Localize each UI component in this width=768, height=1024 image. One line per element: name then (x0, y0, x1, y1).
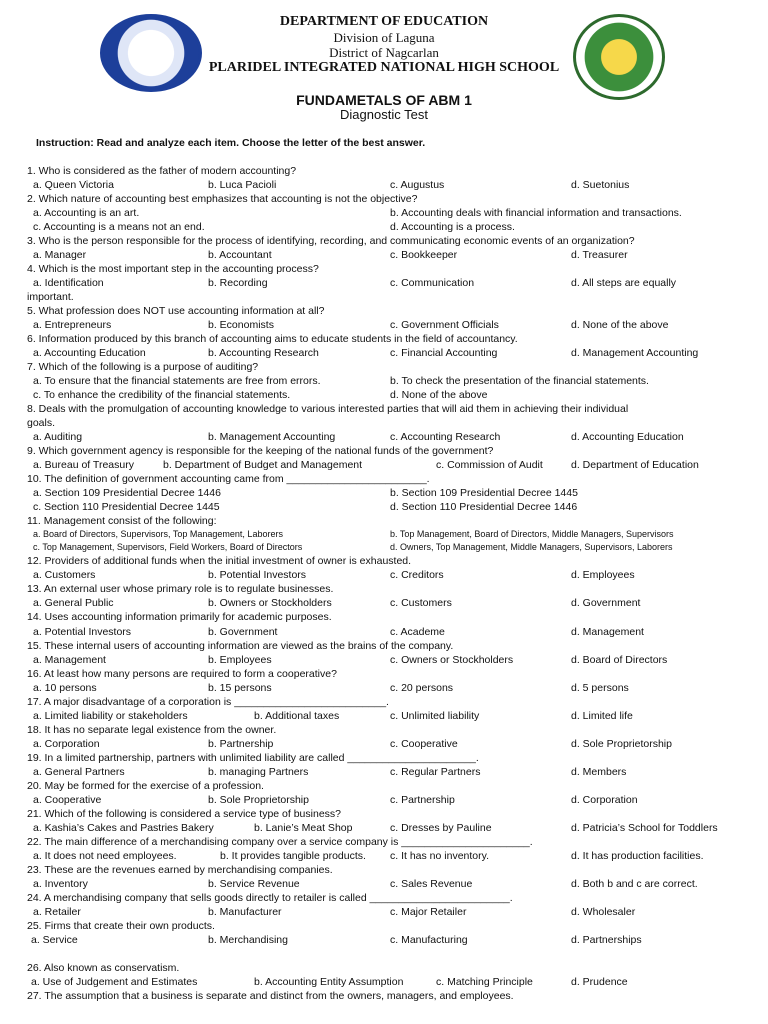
answer-option: a. Bureau of Treasury (33, 459, 134, 471)
answer-option: c. Creditors (390, 569, 444, 581)
answer-option: a. Manager (33, 249, 87, 261)
answer-option: a. Entrepreneurs (33, 319, 112, 331)
answer-option: c. Government Officials (390, 319, 499, 331)
division-line: Division of Laguna (333, 30, 435, 45)
test-title: FUNDAMETALS OF ABM 1 (296, 92, 472, 108)
answer-option: c. Accounting is a means not an end. (33, 221, 205, 233)
answer-option: c. Commission of Audit (436, 459, 543, 471)
answer-option: a. Retailer (33, 906, 81, 918)
answer-option: c. It has no inventory. (390, 850, 490, 862)
answer-option: d. None of the above (571, 319, 669, 331)
answer-option: c. Financial Accounting (390, 347, 498, 359)
question-text: 14. Uses accounting information primarily for academic purposes. (27, 611, 332, 623)
answer-option: a. Accounting Education (33, 347, 146, 359)
answer-option: important. (27, 291, 74, 303)
answer-option: c. Academe (390, 626, 445, 638)
answer-option: c. Manufacturing (390, 934, 468, 946)
answer-option: c. Augustus (390, 179, 445, 191)
answer-option: a. Auditing (33, 431, 83, 443)
question-text: 24. A merchandising company that sells goods directly to retailer is called ________________________. (27, 892, 513, 904)
question-text: 20. May be formed for the exercise of a profession. (27, 780, 264, 792)
answer-option: b. Government (208, 626, 278, 638)
question-text: 27. The assumption that a business is separate and distinct from the owners, managers, and employees. (27, 990, 514, 1002)
answer-option: d. Suetonius (571, 179, 630, 191)
answer-option: a. Identification (33, 277, 104, 289)
answer-option: b. managing Partners (208, 766, 309, 778)
answer-option: b. Recording (208, 277, 268, 289)
answer-option: a. Limited liability or stakeholders (33, 710, 188, 722)
answer-option: d. Department of Education (571, 459, 699, 471)
answer-option: a. Corporation (33, 738, 100, 750)
question-text: 25. Firms that create their own products. (27, 920, 215, 932)
instruction-text: Instruction: Read and analyze each item. Choose the letter of the best answer. (36, 137, 426, 149)
answer-option: b. Management Accounting (208, 431, 336, 443)
answer-option: d. Employees (571, 569, 635, 581)
answer-option: c. Owners or Stockholders (390, 654, 514, 666)
answer-option: b. Owners or Stockholders (208, 597, 332, 609)
answer-option: d. It has production facilities. (571, 850, 704, 862)
answer-option: d. Government (571, 597, 641, 609)
question-text: 5. What profession does NOT use accounting information at all? (27, 305, 325, 317)
answer-option: c. Accounting Research (390, 431, 501, 443)
answer-option: b. Merchandising (208, 934, 288, 946)
answer-option: b. Department of Budget and Management (163, 459, 363, 471)
answer-option: d. Sole Proprietorship (571, 738, 672, 750)
department-title: DEPARTMENT OF EDUCATION (279, 14, 489, 29)
answer-option: c. Partnership (390, 794, 455, 806)
answer-option: d. Management Accounting (571, 347, 699, 359)
answer-option: b. Accounting Research (208, 347, 319, 359)
question-text: 13. An external user whose primary role is to regulate businesses. (27, 583, 334, 595)
answer-option: c. Cooperative (390, 738, 458, 750)
answer-option: c. Dresses by Pauline (390, 822, 492, 834)
answer-option: a. Customers (33, 569, 96, 581)
test-subtitle: Diagnostic Test (340, 107, 428, 122)
answer-option: c. Sales Revenue (390, 878, 473, 890)
question-text: 4. Which is the most important step in the accounting process? (27, 263, 319, 275)
question-text: 26. Also known as conservatism. (27, 962, 180, 974)
answer-option: d. 5 persons (571, 682, 629, 694)
question-text: 19. In a limited partnership, partners with unlimited liability are called ______________________. (27, 752, 479, 764)
answer-option: b. Top Management, Board of Directors, Middle Managers, Supervisors (390, 529, 674, 539)
answer-option: a. Use of Judgement and Estimates (31, 976, 198, 988)
question-text: 12. Providers of additional funds when the initial investment of owner is exhausted. (27, 555, 412, 567)
answer-option: b. Economists (208, 319, 274, 331)
answer-option: b. Accounting Entity Assumption (254, 976, 404, 988)
answer-option: b. Partnership (208, 738, 274, 750)
answer-option: d. None of the above (390, 389, 488, 401)
answer-option: a. Potential Investors (33, 626, 132, 638)
answer-option: a. Accounting is an art. (33, 207, 140, 219)
answer-option: d. Board of Directors (571, 654, 668, 666)
answer-option: b. Potential Investors (208, 569, 307, 581)
answer-option: d. Members (571, 766, 627, 778)
answer-option: a. Queen Victoria (33, 179, 114, 191)
answer-option: b. Employees (208, 654, 272, 666)
question-text: 7. Which of the following is a purpose of auditing? (27, 361, 259, 373)
answer-option: c. Top Management, Supervisors, Field Workers, Board of Directors (33, 542, 303, 552)
document-header (0, 0, 768, 135)
answer-option: c. To enhance the credibility of the financial statements. (33, 389, 291, 401)
question-text: 15. These internal users of accounting information are viewed as the brains of the company. (27, 640, 454, 652)
question-text: 18. It has no separate legal existence from the owner. (27, 724, 277, 736)
answer-option: c. Major Retailer (390, 906, 467, 918)
answer-option: a. 10 persons (33, 682, 97, 694)
answer-option: d. Prudence (571, 976, 628, 988)
answer-option: d. Corporation (571, 794, 638, 806)
question-text: 22. The main difference of a merchandising company over a service company is ______________________. (27, 836, 533, 848)
answer-option: d. Management (571, 626, 644, 638)
answer-option: d. Wholesaler (571, 906, 636, 918)
answer-option: b. Manufacturer (208, 906, 282, 918)
answer-option: b. Section 109 Presidential Decree 1445 (390, 487, 578, 499)
question-text: 10. The definition of government accounting came from ________________________. (27, 473, 430, 485)
answer-option: b. Luca Pacioli (208, 179, 277, 191)
answer-option: b. 15 persons (208, 682, 272, 694)
school-name: PLARIDEL INTEGRATED NATIONAL HIGH SCHOOL (208, 60, 560, 75)
answer-option: c. Matching Principle (436, 976, 533, 988)
answer-option: a. Management (33, 654, 106, 666)
answer-option: d. Treasurer (571, 249, 628, 261)
answer-option: b. Service Revenue (208, 878, 300, 890)
question-text: 1. Who is considered as the father of modern accounting? (27, 165, 297, 177)
answer-option: c. Regular Partners (390, 766, 481, 778)
answer-option: b. Lanie’s Meat Shop (254, 822, 353, 834)
answer-option: c. 20 persons (390, 682, 454, 694)
answer-option: a. General Partners (33, 766, 125, 778)
answer-option: c. Communication (390, 277, 475, 289)
answer-option: d. Partnerships (571, 934, 642, 946)
answer-option: c. Customers (390, 597, 452, 609)
question-text: 8. Deals with the promulgation of accounting knowledge to various interested parties that will aid them in achieving their individual (27, 403, 629, 415)
question-text: 21. Which of the following is considered a service type of business? (27, 808, 342, 820)
answer-option: d. Accounting Education (571, 431, 684, 443)
answer-option: b. Accounting deals with financial information and transactions. (390, 207, 682, 219)
answer-option: a. It does not need employees. (33, 850, 177, 862)
answer-option: c. Section 110 Presidential Decree 1445 (33, 501, 220, 513)
answer-option: d. Accounting is a process. (390, 221, 515, 233)
answer-option: d. Limited life (571, 710, 633, 722)
answer-option: d. Owners, Top Management, Middle Managers, Supervisors, Laborers (390, 542, 673, 552)
question-text: 23. These are the revenues earned by merchandising companies. (27, 864, 333, 876)
answer-option: c. Unlimited liability (390, 710, 480, 722)
question-text: 3. Who is the person responsible for the process of identifying, recording, and communicating economic events of an organization? (27, 235, 635, 247)
answer-option: a. To ensure that the financial statements are free from errors. (33, 375, 321, 387)
question-text: 17. A major disadvantage of a corporation is __________________________. (27, 696, 389, 708)
district-line: District of Nagcarlan (329, 45, 439, 60)
answer-option: b. Sole Proprietorship (208, 794, 309, 806)
answer-option: a. Board of Directors, Supervisors, Top Management, Laborers (33, 529, 283, 539)
answer-option: d. All steps are equally (571, 277, 677, 289)
answer-option: b. It provides tangible products. (220, 850, 366, 862)
question-text: 16. At least how many persons are required to form a cooperative? (27, 668, 337, 680)
question-text: 9. Which government agency is responsible for the keeping of the national funds of the government? (27, 445, 494, 457)
answer-option: goals. (27, 417, 56, 429)
question-text: 2. Which nature of accounting best emphasizes that accounting is not the objective? (27, 193, 418, 205)
answer-option: a. Service (31, 934, 78, 946)
question-text: 11. Management consist of the following: (27, 515, 217, 527)
answer-option: d. Patricia’s School for Toddlers (571, 822, 718, 834)
answer-option: c. Bookkeeper (390, 249, 458, 261)
answer-option: a. Inventory (33, 878, 88, 890)
answer-option: a. General Public (33, 597, 114, 609)
question-text: 6. Information produced by this branch of accounting aims to educate students in the field of accountancy. (27, 333, 518, 345)
answer-option: a. Cooperative (33, 794, 102, 806)
answer-option: a. Kashia’s Cakes and Pastries Bakery (33, 822, 214, 834)
answer-option: a. Section 109 Presidential Decree 1446 (33, 487, 221, 499)
answer-option: b. To check the presentation of the financial statements. (390, 375, 649, 387)
answer-option: b. Accountant (208, 249, 272, 261)
answer-option: d. Section 110 Presidential Decree 1446 (390, 501, 578, 513)
answer-option: d. Both b and c are correct. (571, 878, 698, 890)
answer-option: b. Additional taxes (254, 710, 340, 722)
